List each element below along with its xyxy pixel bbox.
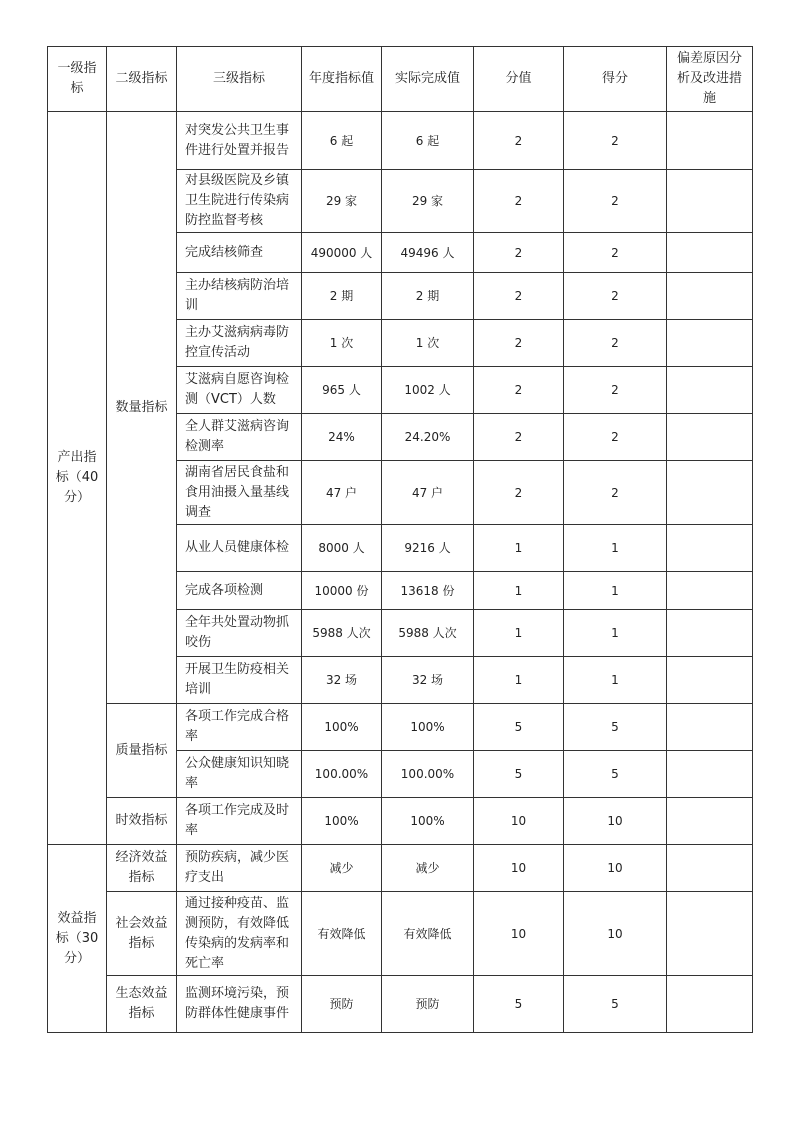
score-value-cell: 2 [474,112,564,170]
level2-cell: 数量指标 [107,112,177,704]
target-cell: 490000 人 [302,233,382,273]
target-cell: 减少 [302,845,382,892]
level3-cell: 艾滋病自愿咨询检测（VCT）人数 [177,367,302,414]
score-value-cell: 2 [474,367,564,414]
table-row [48,845,753,892]
score-cell: 2 [564,233,667,273]
actual-cell: 49496 人 [382,233,474,273]
score-cell: 5 [564,704,667,751]
score-cell: 10 [564,845,667,892]
score-cell: 2 [564,414,667,461]
deviation-cell [667,320,753,367]
target-cell: 10000 份 [302,572,382,610]
level3-cell: 完成各项检测 [177,572,302,610]
target-cell: 47 户 [302,461,382,525]
target-cell: 8000 人 [302,525,382,572]
actual-cell: 24.20% [382,414,474,461]
score-value-cell: 2 [474,273,564,320]
level3-cell: 预防疾病，减少医疗支出 [177,845,302,892]
score-cell: 5 [564,751,667,798]
deviation-cell [667,892,753,976]
performance-table [47,46,753,1033]
target-cell: 965 人 [302,367,382,414]
actual-cell: 预防 [382,976,474,1033]
header-level1: 一级指标 [48,47,107,112]
deviation-cell [667,610,753,657]
score-value-cell: 2 [474,320,564,367]
header-level3: 三级指标 [177,47,302,112]
actual-cell: 1 次 [382,320,474,367]
target-cell: 预防 [302,976,382,1033]
deviation-cell [667,170,753,233]
score-value-cell: 1 [474,657,564,704]
actual-cell: 有效降低 [382,892,474,976]
table-row [48,976,753,1033]
score-cell: 5 [564,976,667,1033]
actual-cell: 100.00% [382,751,474,798]
score-value-cell: 10 [474,798,564,845]
deviation-cell [667,367,753,414]
score-cell: 10 [564,798,667,845]
score-value-cell: 10 [474,845,564,892]
actual-cell: 减少 [382,845,474,892]
header-actual: 实际完成值 [382,47,474,112]
actual-cell: 47 户 [382,461,474,525]
deviation-cell [667,461,753,525]
level3-cell: 各项工作完成合格率 [177,704,302,751]
header-row [48,47,753,112]
level1-cell: 效益指标（30分） [48,845,107,1033]
header-target: 年度指标值 [302,47,382,112]
level2-cell: 经济效益指标 [107,845,177,892]
level3-cell: 全人群艾滋病咨询检测率 [177,414,302,461]
score-value-cell: 5 [474,976,564,1033]
table-row [48,704,753,751]
deviation-cell [667,525,753,572]
actual-cell: 6 起 [382,112,474,170]
level2-cell: 生态效益指标 [107,976,177,1033]
actual-cell: 2 期 [382,273,474,320]
score-cell: 2 [564,320,667,367]
score-cell: 1 [564,610,667,657]
table-row [48,112,753,170]
level3-cell: 完成结核筛查 [177,233,302,273]
deviation-cell [667,751,753,798]
score-cell: 1 [564,525,667,572]
deviation-cell [667,976,753,1033]
actual-cell: 29 家 [382,170,474,233]
deviation-cell [667,572,753,610]
level3-cell: 监测环境污染，预防群体性健康事件 [177,976,302,1033]
actual-cell: 100% [382,704,474,751]
score-cell: 2 [564,367,667,414]
level3-cell: 开展卫生防疫相关培训 [177,657,302,704]
score-value-cell: 5 [474,704,564,751]
deviation-cell [667,414,753,461]
target-cell: 有效降低 [302,892,382,976]
deviation-cell [667,798,753,845]
level3-cell: 主办结核病防治培训 [177,273,302,320]
score-cell: 1 [564,572,667,610]
score-value-cell: 2 [474,170,564,233]
level3-cell: 主办艾滋病病毒防控宣传活动 [177,320,302,367]
score-value-cell: 2 [474,414,564,461]
level2-cell: 质量指标 [107,704,177,798]
level3-cell: 各项工作完成及时率 [177,798,302,845]
header-score-value: 分值 [474,47,564,112]
level3-cell: 对突发公共卫生事件进行处置并报告 [177,112,302,170]
score-cell: 10 [564,892,667,976]
deviation-cell [667,845,753,892]
score-value-cell: 2 [474,461,564,525]
header-level2: 二级指标 [107,47,177,112]
deviation-cell [667,112,753,170]
level2-cell: 时效指标 [107,798,177,845]
score-cell: 2 [564,461,667,525]
target-cell: 100% [302,704,382,751]
table-row [48,798,753,845]
actual-cell: 13618 份 [382,572,474,610]
target-cell: 24% [302,414,382,461]
score-cell: 2 [564,170,667,233]
level3-cell: 从业人员健康体检 [177,525,302,572]
score-value-cell: 1 [474,572,564,610]
score-value-cell: 2 [474,233,564,273]
target-cell: 6 起 [302,112,382,170]
level2-cell: 社会效益指标 [107,892,177,976]
header-score: 得分 [564,47,667,112]
actual-cell: 32 场 [382,657,474,704]
level3-cell: 通过接种疫苗、监测预防，有效降低传染病的发病率和死亡率 [177,892,302,976]
header-deviation: 偏差原因分析及改进措施 [667,47,753,112]
score-value-cell: 1 [474,610,564,657]
deviation-cell [667,704,753,751]
table-body [48,112,753,1033]
level1-cell: 产出指标（40分） [48,112,107,845]
actual-cell: 5988 人次 [382,610,474,657]
deviation-cell [667,657,753,704]
table-row [48,892,753,976]
score-value-cell: 1 [474,525,564,572]
target-cell: 100.00% [302,751,382,798]
score-value-cell: 5 [474,751,564,798]
target-cell: 29 家 [302,170,382,233]
target-cell: 32 场 [302,657,382,704]
actual-cell: 1002 人 [382,367,474,414]
actual-cell: 9216 人 [382,525,474,572]
target-cell: 2 期 [302,273,382,320]
score-cell: 1 [564,657,667,704]
score-value-cell: 10 [474,892,564,976]
level3-cell: 公众健康知识知晓率 [177,751,302,798]
target-cell: 5988 人次 [302,610,382,657]
actual-cell: 100% [382,798,474,845]
deviation-cell [667,273,753,320]
level3-cell: 对县级医院及乡镇卫生院进行传染病防控监督考核 [177,170,302,233]
level3-cell: 湖南省居民食盐和食用油摄入量基线调查 [177,461,302,525]
deviation-cell [667,233,753,273]
level3-cell: 全年共处置动物抓咬伤 [177,610,302,657]
target-cell: 1 次 [302,320,382,367]
score-cell: 2 [564,112,667,170]
score-cell: 2 [564,273,667,320]
target-cell: 100% [302,798,382,845]
